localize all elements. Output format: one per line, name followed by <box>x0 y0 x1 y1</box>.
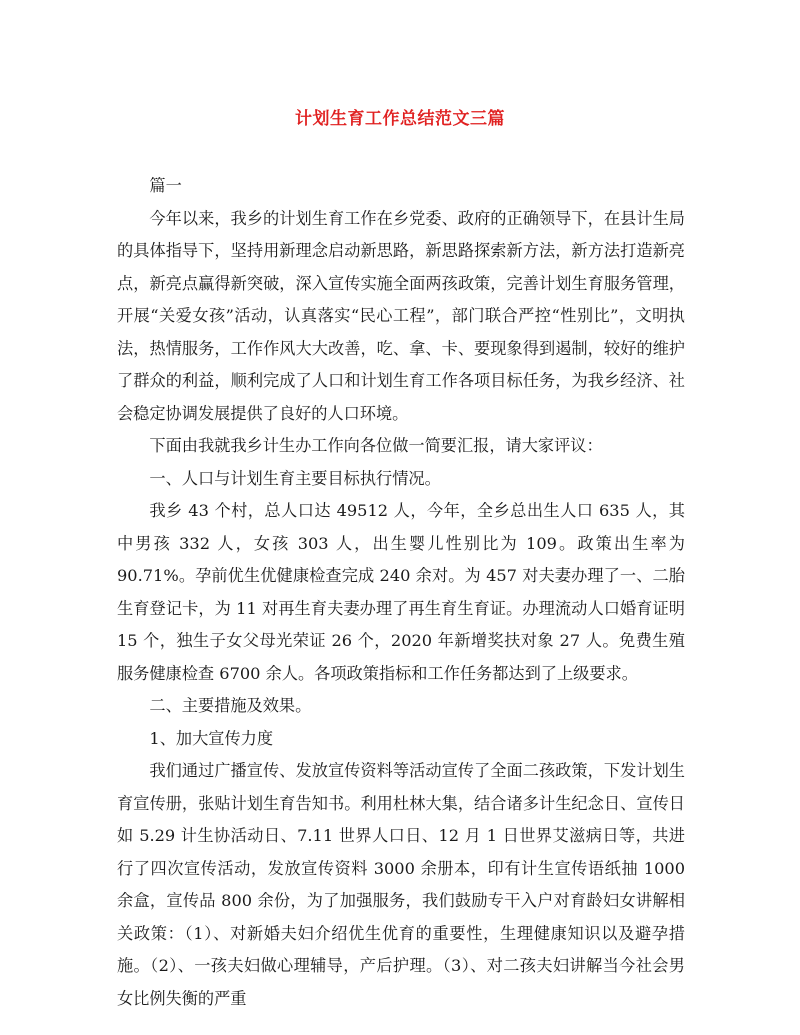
document-title: 计划生育工作总结范文三篇 <box>295 109 505 129</box>
publicity-paragraph: 我们通过广播宣传、发放宣传资料等活动宣传了全面二孩政策，下发计划生育宣传册，张贴计划生育告知书。利用杜林大集，结合诸多计生纪念日、宣传日如 5.29 计生协活动日、7.11 世界人口日、12 月 1 日世界艾滋病日等，共进行了四次宣传活动，发放宣传资料 3000 余册本，印有计生宣传语纸抽 1000 余盒，宣传品 800 余份，为了加强服务，我们鼓励专干入户对育龄妇女讲解相关政策：（1）、对新婚夫妇介绍优生优育的重要性，生理健康知识以及避孕措施。（2）、一孩夫妇做心理辅导，产后护理。（3）、对二孩夫妇讲解当今社会男女比例失衡的严重 <box>117 761 685 1008</box>
section-heading-2: 二、主要措施及效果。 <box>149 696 312 715</box>
subsection-heading-1: 1、加大宣传力度 <box>149 728 274 748</box>
statistics-paragraph: 我乡 43 个村，总人口达 49512 人，今年，全乡总出生人口 635 人，其中男孩 332 人，女孩 303 人，出生婴儿性别比为 109。政策出生率为 90.71%。孕前优生优健康检查完成 240 余对。为 457 对夫妻办理了一、二胎生育登记卡，为 11 对再生育夫妻办理了再生育生育证。办理流动人口婚育证明 15 个，独生子女父母光荣证 26 个，2020 年新增奖扶对象 27 人。免费生殖服务健康检查 6700 余人。各项政策指标和工作任务都达到了上级要求。 <box>117 501 685 683</box>
document-body <box>117 170 685 1015</box>
intro-paragraph: 今年以来，我乡的计划生育工作在乡党委、政府的正确领导下，在县计生局的具体指导下，坚持用新理念启动新思路，新思路探索新方法，新方法打造新亮点，新亮点赢得新突破，深入宣传实施全面两孩政策，完善计划生育服务管理，开展“关爱女孩”活动，认真落实“民心工程”，部门联合严控“性别比”，文明执法，热情服务，工作作风大大改善，吃、拿、卡、要现象得到遏制，较好的维护了群众的利益，顺利完成了人口和计划生育工作各项目标任务，为我乡经济、社会稳定协调发展提供了良好的人口环境。 <box>117 208 685 423</box>
report-intro-paragraph: 下面由我就我乡计生办工作向各位做一简要汇报，请大家评议： <box>149 436 603 455</box>
section-heading-1: 一、人口与计划生育主要目标执行情况。 <box>149 468 441 488</box>
section-heading-pian-yi: 篇一 <box>149 176 182 195</box>
